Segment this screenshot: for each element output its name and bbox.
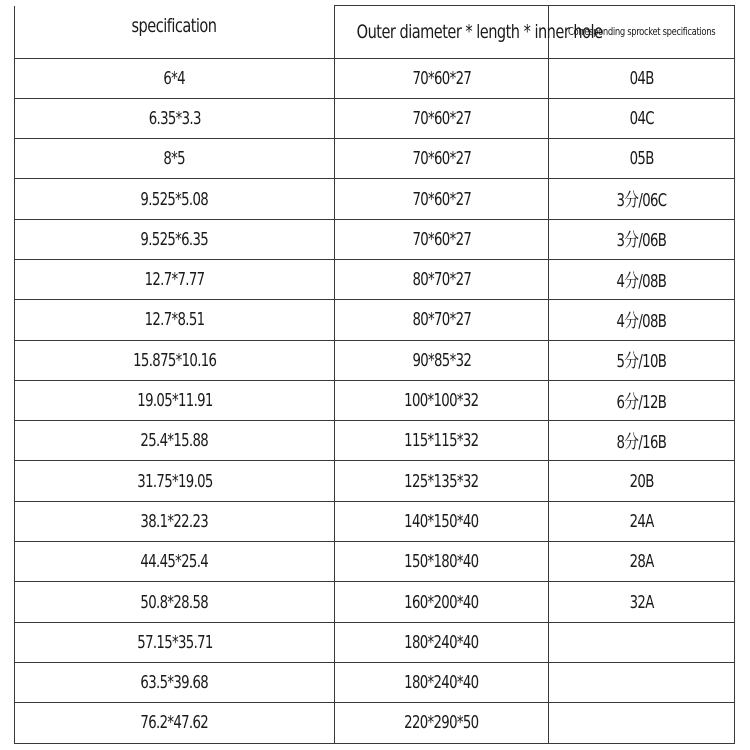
table-row xyxy=(15,300,735,340)
cell-specification: 9.525*6.35 xyxy=(15,219,335,259)
specification-table xyxy=(14,5,735,744)
cell-specification: 12.7*7.77 xyxy=(15,259,335,299)
table-row xyxy=(15,421,735,461)
cell-dimensions: 115*115*32 xyxy=(335,421,549,461)
cell-dimensions: 150*180*40 xyxy=(335,542,549,582)
header-sprocket: Corresponding sprocket specifications xyxy=(549,6,735,59)
table-row xyxy=(15,501,735,541)
cell-dimensions: 180*240*40 xyxy=(335,662,549,702)
cell-sprocket: 20B xyxy=(549,461,735,501)
cell-specification: 31.75*19.05 xyxy=(15,461,335,501)
cell-specification: 9.525*5.08 xyxy=(15,179,335,219)
table-row xyxy=(15,259,735,299)
cell-sprocket: 3分/06C xyxy=(549,179,735,219)
cell-sprocket: 6分/12B xyxy=(549,380,735,420)
cell-dimensions: 220*290*50 xyxy=(335,703,549,743)
table-row xyxy=(15,139,735,179)
table-row xyxy=(15,219,735,259)
cell-specification: 8*5 xyxy=(15,139,335,179)
cell-dimensions: 70*60*27 xyxy=(335,179,549,219)
table-row xyxy=(15,461,735,501)
cell-dimensions: 125*135*32 xyxy=(335,461,549,501)
cell-specification: 44.45*25.4 xyxy=(15,542,335,582)
cell-specification: 19.05*11.91 xyxy=(15,380,335,420)
cell-dimensions: 70*60*27 xyxy=(335,98,549,138)
cell-dimensions: 70*60*27 xyxy=(335,139,549,179)
cell-specification: 38.1*22.23 xyxy=(15,501,335,541)
cell-specification: 6*4 xyxy=(15,58,335,98)
table-row xyxy=(15,380,735,420)
cell-dimensions: 140*150*40 xyxy=(335,501,549,541)
cell-dimensions: 70*60*27 xyxy=(335,58,549,98)
cell-sprocket: 28A xyxy=(549,542,735,582)
cell-sprocket xyxy=(549,622,735,662)
cell-sprocket: 32A xyxy=(549,582,735,622)
cell-sprocket: 4分/08B xyxy=(549,300,735,340)
cell-specification: 6.35*3.3 xyxy=(15,98,335,138)
table-row xyxy=(15,98,735,138)
table-row xyxy=(15,542,735,582)
cell-dimensions: 80*70*27 xyxy=(335,300,549,340)
cell-specification: 15.875*10.16 xyxy=(15,340,335,380)
cell-sprocket: 5分/10B xyxy=(549,340,735,380)
cell-sprocket xyxy=(549,662,735,702)
cell-sprocket: 05B xyxy=(549,139,735,179)
header-dimensions: Outer diameter * length * inner hole xyxy=(335,6,549,59)
cell-sprocket: 3分/06B xyxy=(549,219,735,259)
cell-specification: 25.4*15.88 xyxy=(15,421,335,461)
table-body xyxy=(15,58,735,743)
table-row xyxy=(15,179,735,219)
cell-dimensions: 160*200*40 xyxy=(335,582,549,622)
cell-dimensions: 70*60*27 xyxy=(335,219,549,259)
cell-dimensions: 90*85*32 xyxy=(335,340,549,380)
cell-dimensions: 80*70*27 xyxy=(335,259,549,299)
cell-sprocket: 04C xyxy=(549,98,735,138)
cell-dimensions: 100*100*32 xyxy=(335,380,549,420)
table-row xyxy=(15,622,735,662)
cell-specification: 57.15*35.71 xyxy=(15,622,335,662)
table-header-row xyxy=(15,6,735,59)
cell-specification: 12.7*8.51 xyxy=(15,300,335,340)
cell-dimensions: 180*240*40 xyxy=(335,622,549,662)
table-row xyxy=(15,340,735,380)
cell-sprocket: 24A xyxy=(549,501,735,541)
cell-specification: 76.2*47.62 xyxy=(15,703,335,743)
table-row xyxy=(15,582,735,622)
cell-sprocket: 04B xyxy=(549,58,735,98)
cell-sprocket xyxy=(549,703,735,743)
cell-sprocket: 4分/08B xyxy=(549,259,735,299)
table-row xyxy=(15,662,735,702)
header-specification: specification xyxy=(15,6,335,59)
cell-specification: 50.8*28.58 xyxy=(15,582,335,622)
table-row xyxy=(15,703,735,743)
cell-specification: 63.5*39.68 xyxy=(15,662,335,702)
table-row xyxy=(15,58,735,98)
cell-sprocket: 8分/16B xyxy=(549,421,735,461)
